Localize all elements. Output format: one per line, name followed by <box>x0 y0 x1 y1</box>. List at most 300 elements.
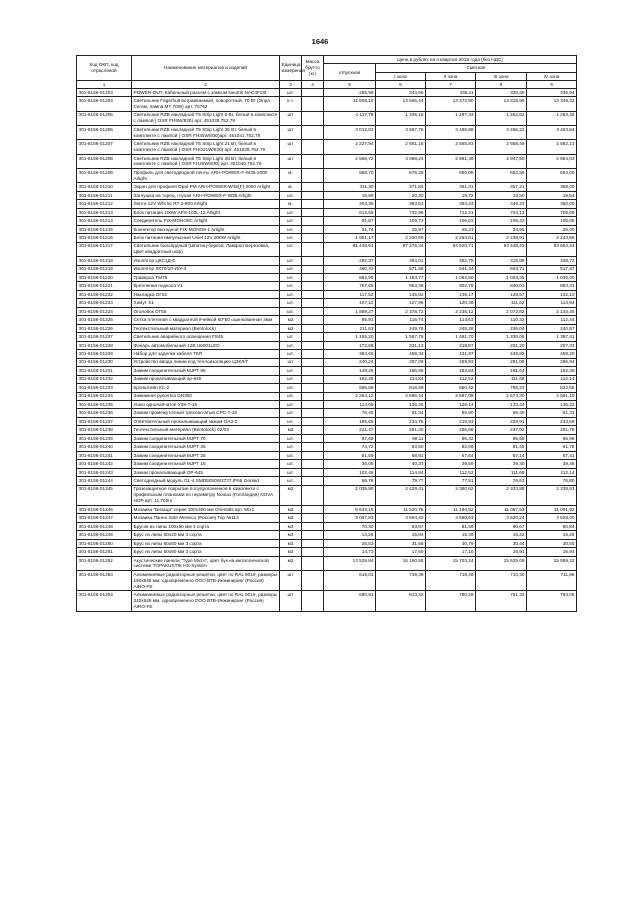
item-mass <box>302 350 324 358</box>
price-zone-4: 286,94 <box>527 358 577 366</box>
table-row <box>77 514 577 522</box>
item-unit: м. <box>280 200 302 208</box>
item-code: 301-8156-01216 <box>77 234 132 242</box>
price-release: 304,35 <box>324 200 376 208</box>
price-zone-2: 3 560,63 <box>426 514 476 522</box>
price-zone-3: 652,56 <box>476 169 527 183</box>
item-mass <box>302 522 324 530</box>
price-zone-3: 236,04 <box>476 324 527 332</box>
item-mass <box>302 468 324 476</box>
price-release: 172,68 <box>324 341 376 349</box>
header-code: Код ОКП, код отраслевой <box>77 56 132 81</box>
item-name: Устройство ввода линии под теплоизоляцию ЦЗКЛ/Г <box>132 358 280 366</box>
price-zone-1: 13 565,44 <box>376 97 426 111</box>
price-zone-1: 739,39 <box>376 571 426 591</box>
price-release: 2 227,94 <box>324 140 376 154</box>
header-zone-4: IV зона <box>527 72 577 80</box>
price-zone-1: 233,76 <box>376 417 426 425</box>
table-row <box>77 426 577 434</box>
price-zone-2: 256,68 <box>426 426 476 434</box>
item-unit: шт. <box>280 443 302 451</box>
price-zone-3: 357,21 <box>476 183 527 191</box>
price-zone-2: 660,05 <box>426 169 476 183</box>
item-mass <box>302 200 324 208</box>
column-index: 2 <box>132 81 280 88</box>
table-row <box>77 154 577 168</box>
item-unit: шт. <box>280 225 302 233</box>
price-zone-1: 20,30 <box>376 191 426 199</box>
table-row <box>77 97 577 111</box>
item-unit: м3 <box>280 548 302 556</box>
item-unit: м3 <box>280 531 302 539</box>
price-zone-4: 91,31 <box>527 409 577 417</box>
item-name: Мозаика Панно Sole Messico (Россия) Top №113 <box>132 514 280 522</box>
item-unit: шт. <box>280 307 302 315</box>
price-zone-1: 679,28 <box>376 169 426 183</box>
item-mass <box>302 375 324 383</box>
table-row <box>77 548 577 556</box>
price-zone-4: 162,29 <box>527 367 577 375</box>
item-name: Зажим соединительный МJPT 35 <box>132 443 280 451</box>
price-zone-4: 30,50 <box>527 539 577 547</box>
item-code: 301-8156-01239 <box>77 434 132 442</box>
price-zone-3: 704,13 <box>476 208 527 216</box>
item-mass <box>302 531 324 539</box>
price-zone-3: 95,58 <box>476 434 527 442</box>
item-code: 301-8156-01221 <box>77 282 132 290</box>
item-code: 301-8156-01222 <box>77 290 132 298</box>
item-unit: шт. <box>280 242 302 256</box>
item-unit: шт. <box>280 375 302 383</box>
price-zone-4: 114,94 <box>527 299 577 307</box>
price-zone-1: 68,91 <box>376 451 426 459</box>
item-name: Зажим прокалывающий ОР-645 <box>132 468 280 476</box>
item-code: 301-8156-01209 <box>77 169 132 183</box>
price-zone-3: 3 456,22 <box>476 126 527 140</box>
item-name: Геотекстильный материал (Bentolock) <box>132 324 280 332</box>
item-mass <box>302 505 324 513</box>
table-row <box>77 392 577 400</box>
item-name: Грязезащитное покрытие полупрогоненное в комплекте с профильным планками по периметру Nooiax (Голландия) NOVA NOP арт. 11.702m <box>132 485 280 505</box>
item-unit: шт <box>280 126 302 140</box>
item-mass <box>302 451 324 459</box>
price-release: 70,30 <box>324 522 376 530</box>
price-zone-4: 112,44 <box>527 316 577 324</box>
price-zone-1: 16 160,68 <box>376 556 426 570</box>
table-row <box>77 451 577 459</box>
table-row <box>77 316 577 324</box>
table-row <box>77 367 577 375</box>
price-zone-4: 1 283,45 <box>527 111 577 125</box>
item-code: 301-8156-01206 <box>77 126 132 140</box>
price-zone-2: 2 585,83 <box>426 140 476 154</box>
price-zone-3: 781,33 <box>476 591 527 611</box>
header-mass: Масса брутто (кг) <box>302 56 324 81</box>
item-name: Светильник Fagerhult встраиваемый, поворотный, 70 Вт (Элра Сегам, лампа MT 70W) арт. 70762 <box>132 97 280 111</box>
price-zone-1: 109,73 <box>376 217 426 225</box>
header-release-price: отпускная <box>324 64 376 81</box>
item-name: Светильник RZB накладной T5 Strip Light 35 Вт, белый в комплекте с лампой ( OSR FH35W/830)арт. 451041.752.79 <box>132 126 280 140</box>
item-unit: шт. <box>280 333 302 341</box>
item-unit: м2 <box>280 485 302 505</box>
item-name: Сетка плетеная с квадратной ячейкой 50*50 оцинкованная 3мм <box>132 316 280 324</box>
item-code: 301-8156-01204 <box>77 97 132 111</box>
table-row <box>77 324 577 332</box>
price-zone-2: 2 380,62 <box>426 485 476 505</box>
table-row <box>77 299 577 307</box>
item-code: 301-8156-01231 <box>77 367 132 375</box>
item-unit: шт <box>280 571 302 591</box>
item-code: 301-8156-01241 <box>77 451 132 459</box>
price-zone-2: 17,10 <box>426 548 476 556</box>
price-zone-1: 40,33 <box>376 460 426 468</box>
price-zone-1: 363,53 <box>376 200 426 208</box>
item-mass <box>302 443 324 451</box>
price-zone-4: 15 559,32 <box>527 556 577 570</box>
item-name: Алюминиевые радиаторные решетки, цвет по RAL 9019, размеры 240х545 мм, одновременно ООО ВТВ-Инжиниринг (Россия) AIRO-FE <box>132 591 280 611</box>
item-name: Кронштейн КС-2 <box>132 384 280 392</box>
item-code: 301-8156-01224 <box>77 307 132 315</box>
item-mass <box>302 257 324 265</box>
item-name: Изолятор ЛК70/10-И/У-3 <box>132 265 280 273</box>
price-zone-3: 11 067,53 <box>476 505 527 513</box>
price-zone-4: 3 528,00 <box>527 514 577 522</box>
table-row <box>77 591 577 611</box>
item-unit: шт. <box>280 88 302 96</box>
header-zone-2: II зона <box>426 72 476 80</box>
price-zone-2: 1 297,34 <box>426 111 476 125</box>
price-zone-3: 105,42 <box>476 217 527 225</box>
item-name: Брус из липы 60х60 мм 3 сорта <box>132 539 280 547</box>
table-row <box>77 505 577 513</box>
item-name: Брус из липы 50х20 мм 3 сорта <box>132 531 280 539</box>
price-release: 240,24 <box>324 358 376 366</box>
price-release: 2 035,90 <box>324 485 376 505</box>
item-code: 301-8156-01249 <box>77 531 132 539</box>
price-zone-2: 2 981,35 <box>426 154 476 168</box>
price-zone-1: 97 275,34 <box>376 242 426 256</box>
price-zone-3: 15,22 <box>476 531 527 539</box>
item-mass <box>302 571 324 591</box>
item-mass <box>302 477 324 485</box>
price-zone-3: 13 318,96 <box>476 97 527 111</box>
price-zone-4: 2 562,13 <box>527 140 577 154</box>
price-zone-1: 79,77 <box>376 477 426 485</box>
table-row <box>77 169 577 183</box>
price-zone-4: 654,00 <box>527 169 577 183</box>
price-zone-3: 1 336,06 <box>476 333 527 341</box>
item-mass <box>302 434 324 442</box>
table-row <box>77 341 577 349</box>
item-unit: шт. <box>280 265 302 273</box>
item-name: Светильник RZB накладной T5 Strip Light 28 Вт, белый в комплекте с лампой ( OSR FH28W/830) арт. 451040.752.79 <box>132 154 280 168</box>
item-mass <box>302 548 324 556</box>
price-zone-3: 128,57 <box>476 290 527 298</box>
item-name: Брус из липы 50х50 мм 3 сорта <box>132 548 280 556</box>
price-release: 114,05 <box>324 401 376 409</box>
price-release: 311,30 <box>324 183 376 191</box>
price-zone-1: 145,92 <box>376 290 426 298</box>
price-release: 13 529,84 <box>324 556 376 570</box>
price-release: 680,91 <box>324 591 376 611</box>
item-mass <box>302 426 324 434</box>
price-release: 285,98 <box>324 88 376 96</box>
item-code: 301-8156-01251 <box>77 548 132 556</box>
column-index: 6 <box>376 81 426 88</box>
table-row <box>77 409 577 417</box>
price-zone-3: 228,91 <box>476 417 527 425</box>
price-release: 767,65 <box>324 282 376 290</box>
price-zone-1: 116,74 <box>376 316 426 324</box>
item-name: Зажим промежуточный трехлап-атый СРС-7-16 <box>132 409 280 417</box>
column-index: 7 <box>426 81 476 88</box>
price-zone-1: 571,68 <box>376 265 426 273</box>
price-zone-4: 328,72 <box>527 257 577 265</box>
price-zone-4: 336,94 <box>527 88 577 96</box>
header-estimate-price: Сметная <box>376 64 577 72</box>
price-zone-1: 83,60 <box>376 443 426 451</box>
item-unit: шт. <box>280 257 302 265</box>
price-zone-1: 2 330,60 <box>376 234 426 242</box>
item-unit: шт. <box>280 409 302 417</box>
item-unit: шт. <box>280 217 302 225</box>
item-code: 301-8156-01220 <box>77 273 132 281</box>
price-table <box>76 55 577 612</box>
price-zone-3: 840,03 <box>476 282 527 290</box>
item-unit: шт. <box>280 299 302 307</box>
price-release: 102,46 <box>324 375 376 383</box>
price-zone-3: 2 574,30 <box>476 392 527 400</box>
price-release: 66,78 <box>324 477 376 485</box>
item-mass <box>302 217 324 225</box>
price-release: 882,99 <box>324 273 376 281</box>
table-row <box>77 234 577 242</box>
price-release: 11 808,10 <box>324 97 376 111</box>
item-mass <box>302 316 324 324</box>
item-unit: шт. <box>280 234 302 242</box>
item-mass <box>302 225 324 233</box>
item-code: 301-8156-01235 <box>77 401 132 409</box>
price-release: 1 951,17 <box>324 234 376 242</box>
price-zone-2: 30,79 <box>426 539 476 547</box>
item-unit: м. <box>280 169 302 183</box>
item-name: Светильник RZB накладной T5 Strip Light 21 Вт, белый в комплекте с лампой ( OSR FHO21W/830) арт. 451038.752.79 <box>132 140 280 154</box>
table-row <box>77 126 577 140</box>
price-release: 3 067,83 <box>324 514 376 522</box>
price-zone-3: 710,30 <box>476 571 527 591</box>
price-zone-3: 110,32 <box>476 316 527 324</box>
price-zone-3: 16,91 <box>476 548 527 556</box>
item-code: 301-8156-01237 <box>77 417 132 425</box>
price-zone-2: 352,75 <box>426 257 476 265</box>
table-row <box>77 485 577 505</box>
price-release: 107,12 <box>324 299 376 307</box>
price-zone-1: 249,78 <box>376 324 426 332</box>
price-zone-4: 11 091,92 <box>527 505 577 513</box>
item-unit: шт. <box>280 384 302 392</box>
header-prices-title: Цена в рублях на 4 квартал 2015 года (без НДС) <box>324 56 577 64</box>
price-zone-3: 67,14 <box>476 451 527 459</box>
item-unit: к-т. <box>280 97 302 111</box>
item-code: 301-8156-01219 <box>77 265 132 273</box>
item-name: Изолятор ЦКС1Д-Е <box>132 257 280 265</box>
item-mass <box>302 485 324 505</box>
item-unit: м3 <box>280 522 302 530</box>
price-zone-1: 459,34 <box>376 350 426 358</box>
price-release: 95,91 <box>324 316 376 324</box>
item-name: Оголовок ОГ55 <box>132 307 280 315</box>
price-zone-1: 2 695,44 <box>376 392 426 400</box>
item-mass <box>302 191 324 199</box>
table-row <box>77 401 577 409</box>
price-zone-4: 2 954,03 <box>527 154 577 168</box>
item-unit: шт. <box>280 290 302 298</box>
price-zone-3: 2 238,91 <box>476 234 527 242</box>
price-zone-3: 161,64 <box>476 367 527 375</box>
item-name: Накладка ОГ52 <box>132 290 280 298</box>
item-unit: м2 <box>280 426 302 434</box>
item-unit: шт <box>280 358 302 366</box>
item-name: Соединитель FIX-MONO8C Arlight <box>132 217 280 225</box>
price-zone-2: 361,31 <box>426 183 476 191</box>
price-zone-4: 2 581,10 <box>527 392 577 400</box>
item-unit: шт. <box>280 401 302 409</box>
header-name: Наименование материалов и изделий <box>132 56 280 81</box>
price-zone-3: 281,08 <box>476 358 527 366</box>
price-zone-2: 219,83 <box>426 417 476 425</box>
item-mass <box>302 273 324 281</box>
table-row <box>77 384 577 392</box>
price-zone-2: 712,21 <box>426 208 476 216</box>
price-zone-3: 349,23 <box>476 200 527 208</box>
column-index: 3 <box>280 81 302 88</box>
item-name: Фонарь автомобильный 12В U6001LED <box>132 341 280 349</box>
item-code: 301-8156-01234 <box>77 392 132 400</box>
price-zone-4: 350,00 <box>527 200 577 208</box>
item-name: Зажим соединительный МJPT 16 <box>132 460 280 468</box>
item-unit: шт. <box>280 468 302 476</box>
price-release: 613,65 <box>324 208 376 216</box>
price-release: 1 117,78 <box>324 111 376 125</box>
price-zone-3: 2 333,88 <box>476 485 527 505</box>
item-unit: шт. <box>280 273 302 281</box>
item-code: 301-8156-01240 <box>77 443 132 451</box>
item-mass <box>302 111 324 125</box>
item-unit: шт. <box>280 191 302 199</box>
item-unit: шт. <box>280 451 302 459</box>
column-index: 8 <box>476 81 527 88</box>
price-zone-1: 918,89 <box>376 384 426 392</box>
price-zone-1: 91,34 <box>376 409 426 417</box>
price-zone-2: 790,29 <box>426 591 476 611</box>
item-code: 301-8156-01217 <box>77 242 132 256</box>
price-zone-2: 94 520,71 <box>426 242 476 256</box>
price-zone-2: 82,06 <box>426 443 476 451</box>
price-release: 148,28 <box>324 367 376 375</box>
header-zone-3: III зона <box>476 72 527 80</box>
item-unit: м2 <box>280 514 302 522</box>
table-row <box>77 556 577 570</box>
price-release: 1 889,27 <box>324 307 376 315</box>
price-zone-2: 120,36 <box>426 299 476 307</box>
table-row <box>77 443 577 451</box>
column-index: 5 <box>324 81 376 88</box>
item-unit: шт. <box>280 392 302 400</box>
price-zone-3: 111,68 <box>476 468 527 476</box>
price-release: 1 165,20 <box>324 333 376 341</box>
price-zone-2: 96,32 <box>426 434 476 442</box>
item-mass <box>302 341 324 349</box>
table-body <box>77 88 577 611</box>
price-zone-4: 711,86 <box>527 571 577 591</box>
price-zone-4: 39,46 <box>527 460 577 468</box>
item-unit: шт <box>280 111 302 125</box>
price-release: 9 643,15 <box>324 505 376 513</box>
item-unit: шт. <box>280 367 302 375</box>
price-zone-2: 353,24 <box>426 200 476 208</box>
header-zone-1: I зона <box>376 72 426 80</box>
item-name: Ушко однолапчатое У2К-7-16 <box>132 401 280 409</box>
price-zone-3: 15 525,09 <box>476 556 527 570</box>
item-mass <box>302 169 324 183</box>
price-zone-3: 89,45 <box>476 409 527 417</box>
price-zone-4: 705,69 <box>527 208 577 216</box>
item-unit: шт. <box>280 282 302 290</box>
item-mass <box>302 539 324 547</box>
price-zone-2: 81,59 <box>426 522 476 530</box>
item-code: 301-8156-01244 <box>77 477 132 485</box>
price-zone-2: 182,84 <box>426 367 476 375</box>
price-zone-1: 2 661,18 <box>376 140 426 154</box>
item-unit: м2 <box>280 505 302 513</box>
price-release: 685,58 <box>324 384 376 392</box>
item-unit: шт. <box>280 460 302 468</box>
price-zone-4: 2 243,86 <box>527 234 577 242</box>
price-zone-4: 19,54 <box>527 191 577 199</box>
price-release: 619,01 <box>324 571 376 591</box>
price-zone-4: 233,68 <box>527 417 577 425</box>
price-release: 76,45 <box>324 409 376 417</box>
price-zone-4: 80,84 <box>527 522 577 530</box>
item-code: 301-8156-01228 <box>77 341 132 349</box>
item-mass <box>302 88 324 96</box>
item-mass <box>302 140 324 154</box>
item-mass <box>302 392 324 400</box>
table-row <box>77 333 577 341</box>
table-row <box>77 307 577 315</box>
price-zone-2: 13 472,90 <box>426 97 476 111</box>
header-unit: Единица измерения <box>280 56 302 81</box>
price-zone-3: 19,50 <box>476 191 527 199</box>
price-zone-1: 363,01 <box>376 257 426 265</box>
table-row <box>77 417 577 425</box>
price-zone-4: 13 349,32 <box>527 97 577 111</box>
price-release: 568,70 <box>324 169 376 183</box>
price-release: 2 264,12 <box>324 392 376 400</box>
price-zone-2: 2 587,09 <box>426 392 476 400</box>
item-unit: шт <box>280 140 302 154</box>
price-zone-2: 1 062,50 <box>426 273 476 281</box>
price-release: 81 438,64 <box>324 242 376 256</box>
page-number: 1646 <box>311 37 329 46</box>
price-zone-4: 251,76 <box>527 426 577 434</box>
price-release: 13,26 <box>324 531 376 539</box>
price-zone-2: 541,34 <box>426 265 476 273</box>
price-zone-2: 112,52 <box>426 375 476 383</box>
table-row <box>77 257 577 265</box>
item-name: Траверса ТМ75 <box>132 273 280 281</box>
item-unit: шт. <box>280 477 302 485</box>
